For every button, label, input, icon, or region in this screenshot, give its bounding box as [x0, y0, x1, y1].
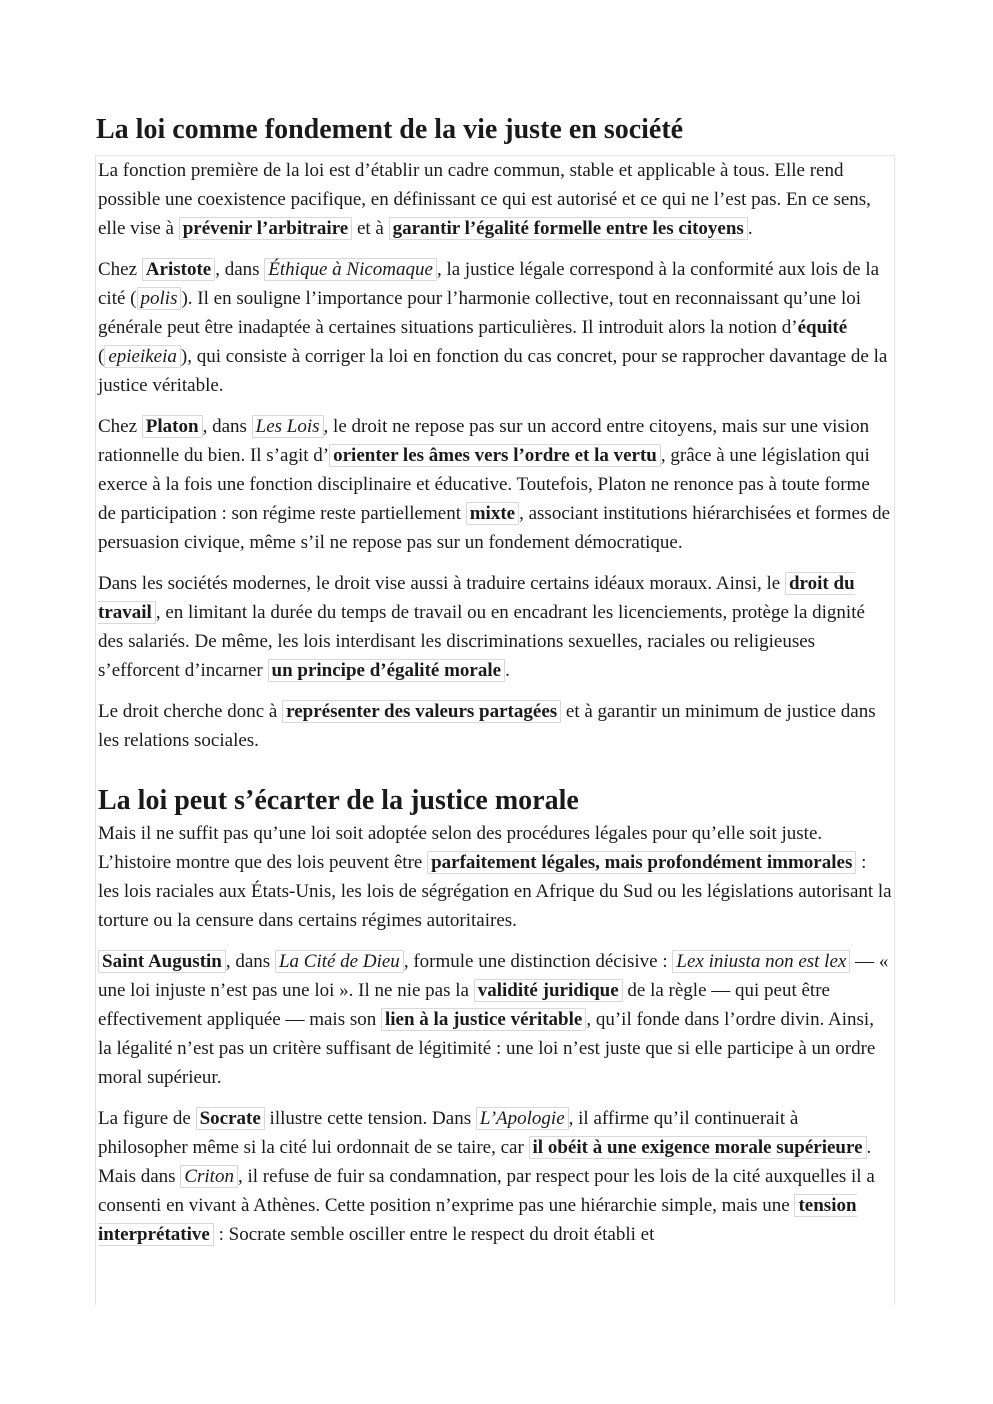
text: , grâce à une législation qui exerce à la fois une fonction disciplinaire et éducative. Toutefois, Platon ne renonce pas à toute forme de participation : son régime reste partiellement	[98, 445, 870, 524]
highlight-valeurs-partagees: représenter des valeurs partagées	[282, 700, 561, 723]
text: .	[747, 218, 753, 239]
text: illustre cette tension. Dans	[264, 1108, 476, 1129]
highlight-lien-justice: lien à la justice véritable	[381, 1008, 586, 1031]
text: , dans	[215, 259, 265, 280]
text: Mais il ne suffit pas qu’une loi soit adoptée selon des procédures légales pour qu’elle soit juste. L’histoire montre que des lois peuvent être	[98, 823, 823, 873]
text: , associant institutions hiérarchisées et formes de persuasion civique, même s’il ne repose pas sur un fondement démocratique.	[98, 503, 891, 553]
paragraph-aristote	[98, 255, 892, 400]
text: , qu’il fonde dans l’ordre divin. Ainsi, la légalité n’est pas un critère suffisant de légitimité : une loi n’est juste que si elle participe à un ordre moral supérieur.	[98, 1009, 876, 1088]
highlight-legales-immorales: parfaitement légales, mais profondément immorales	[427, 851, 856, 874]
text: et à garantir un minimum de justice dans les relations sociales.	[98, 701, 876, 751]
work-title-les-lois: Les Lois	[252, 415, 324, 438]
paragraph-saint-augustin	[98, 947, 892, 1092]
highlight-platon: Platon	[142, 415, 203, 438]
highlight-tension-interpretative: tension interprétative	[98, 1195, 857, 1245]
text: : Socrate semble osciller entre le respect du droit établi et	[213, 1224, 655, 1245]
text: , il refuse de fuir sa condamnation, par respect pour les lois de la cité auxquelles il a consenti en vivant à Athènes. Cette position n’exprime pas une hiérarchie simple, mais une	[98, 1166, 875, 1216]
text: et à	[352, 218, 389, 239]
highlight-garantir-egalite: garantir l’égalité formelle entre les citoyens	[389, 217, 748, 240]
text: ). Il en souligne l’importance pour l’harmonie collective, tout en reconnaissant qu’une loi générale peut être inadaptée à certaines situations particulières. Il introduit alors la notion d’	[98, 288, 862, 338]
text: .	[505, 660, 510, 681]
work-title-cite-de-dieu: La Cité de Dieu	[275, 950, 404, 973]
paragraph-intro	[98, 156, 892, 243]
section-1-heading: La loi comme fondement de la vie juste en société	[96, 114, 684, 145]
quote-lex-iniusta: Lex iniusta non est lex	[672, 950, 850, 973]
text: . Mais dans	[98, 1137, 872, 1187]
text: de la règle — qui peut être effectivement appliquée — mais son	[98, 980, 830, 1030]
text: , le droit ne repose pas sur un accord entre citoyens, mais sur une vision rationnelle du bien. Il s’agit d’	[98, 416, 870, 466]
text: , la justice légale correspond à la conformité aux lois de la cité (	[98, 259, 880, 309]
highlight-droit-du-travail: droit du travail	[98, 573, 855, 623]
work-title-apologie: L’Apologie	[476, 1107, 569, 1130]
paragraph-legalite-immorale	[98, 819, 892, 935]
text: Dans les sociétés modernes, le droit vise aussi à traduire certains idéaux moraux. Ainsi, le	[98, 573, 785, 594]
text: Le droit cherche donc à	[98, 701, 283, 722]
text: , dans	[202, 416, 252, 437]
text: La fonction première de la loi est d’établir un cadre commun, stable et applicable à tous. Elle rend possible une coexistence pacifique, en définissant ce qui est autorisé et ce qui ne l’est pas. En ce sens, elle vise à	[98, 160, 871, 239]
term-polis: polis	[137, 287, 182, 310]
paragraph-platon	[98, 412, 892, 557]
text: , dans	[225, 951, 275, 972]
paragraph-socrate	[98, 1104, 892, 1249]
highlight-validite-juridique: validité juridique	[474, 979, 623, 1002]
text: , formule une distinction décisive :	[403, 951, 673, 972]
text: , en limitant la durée du temps de travail ou en encadrant les licenciements, protège la dignité des salariés. De même, les lois interdisant les discriminations sexuelles, raciales ou religieuses s’efforcent d’incarner	[98, 602, 865, 681]
highlight-principe-egalite: un principe d’égalité morale	[268, 659, 506, 682]
text: , il affirme qu’il continuerait à philosopher même si la cité lui ordonnait de se taire, car	[98, 1108, 799, 1158]
section-2-heading: La loi peut s’écarter de la justice morale	[98, 785, 579, 816]
paragraph-conclusion-section-1	[98, 697, 892, 755]
work-title-ethique: Éthique à Nicomaque	[264, 258, 437, 281]
text: — « une loi injuste n’est pas une loi ». Il ne nie pas la	[98, 951, 889, 1001]
highlight-orienter-ames: orienter les âmes vers l’ordre et la vertu	[329, 444, 661, 467]
text: Chez	[98, 259, 142, 280]
highlight-aristote: Aristote	[142, 258, 215, 281]
highlight-saint-augustin: Saint Augustin	[98, 950, 226, 973]
text: La figure de	[98, 1108, 196, 1129]
text: (	[98, 346, 105, 367]
highlight-mixte: mixte	[466, 502, 519, 525]
highlight-exigence-morale: il obéit à une exigence morale supérieure	[529, 1136, 867, 1159]
text: : les lois raciales aux États-Unis, les lois de ségrégation en Afrique du Sud ou les législations autorisant la torture ou la censure dans certains régimes autoritaires.	[98, 852, 892, 931]
highlight-prevenir-arbitraire: prévenir l’arbitraire	[179, 217, 353, 240]
paragraph-societes-modernes	[98, 569, 892, 685]
term-equite: équité	[797, 317, 848, 338]
highlight-socrate: Socrate	[196, 1107, 265, 1130]
work-title-criton: Criton	[180, 1165, 238, 1188]
term-epieikeia: epieikeia	[104, 345, 181, 368]
text: ), qui consiste à corriger la loi en fonction du cas concret, pour se rapprocher davantage de la justice véritable.	[98, 346, 888, 396]
document-body	[95, 155, 895, 1305]
text: Chez	[98, 416, 142, 437]
